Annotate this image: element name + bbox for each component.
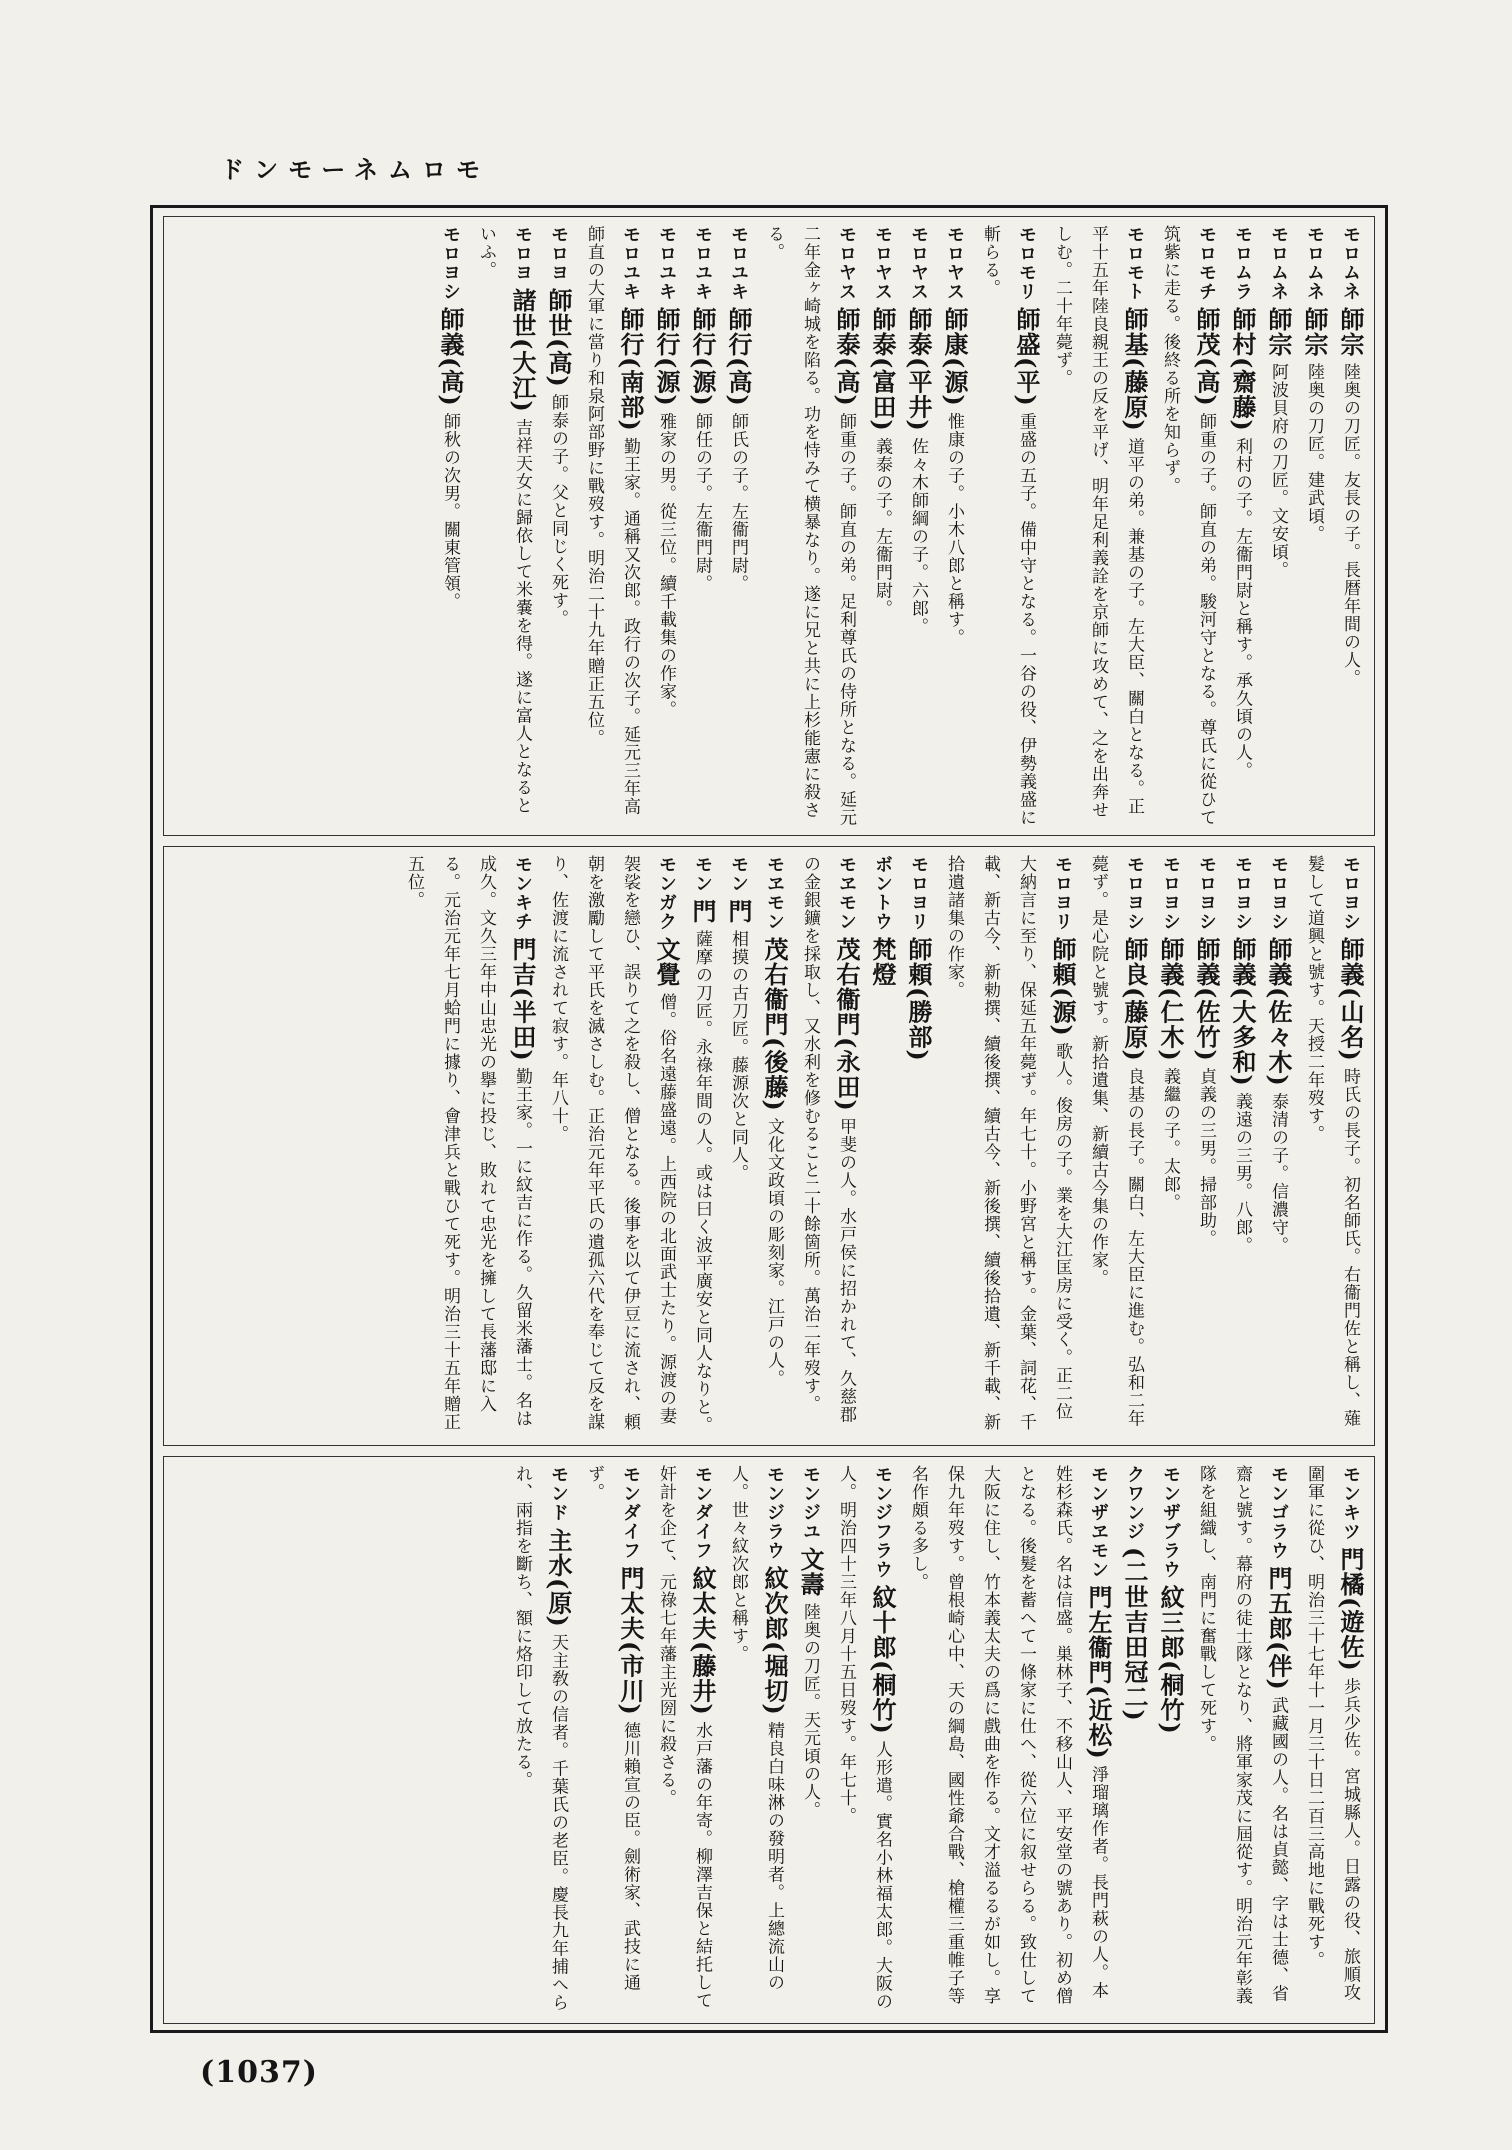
- entry-text: 淨瑠璃作者。長門萩の人。本姓杉森氏。名は信盛。巣林子、不移山人、平安堂の號あり。初め僧となる。後髮を蓄へて一條家に仕へ、從六位に叙せらる。致仕して大阪に住し、竹本義太夫の爲に戲曲を作る。文才溢るるが如し。享保九年歿す。曾根崎心中、天の綱島、國性爺合戰、槍權三重帷子等名作頗る多し。: [908, 1465, 1108, 2005]
- entry-headword: 師泰(平井): [904, 307, 933, 432]
- entry-headword: 梵燈: [868, 937, 897, 987]
- entry-reading: モロヨシ: [440, 225, 461, 301]
- dictionary-entry: [1296, 1465, 1368, 2015]
- band-columns: [170, 855, 1368, 1437]
- entry-reading: モロヨ: [512, 225, 533, 282]
- entry-text: 師重の子。師直の弟。足利尊氏の侍所となる。延元二年金ヶ崎城を陷る。功を恃みて横暴なり。遂に兄と共に上杉能憲に殺さる。: [764, 225, 856, 827]
- entry-headword: 文覺: [652, 937, 681, 987]
- entry-headword: 門五郎(伴): [1264, 1566, 1293, 1691]
- entry-text: 吉祥天女に歸依して米嚢を得。遂に富人となるといふ。: [476, 225, 532, 815]
- entry-headword: 師宗: [1336, 307, 1365, 357]
- dictionary-entry: [1152, 855, 1188, 1437]
- entry-headword: 師宗: [1264, 307, 1293, 357]
- entry-reading: モンジフラウ: [872, 1465, 893, 1579]
- entry-text: 義遠の三男。八郎。: [1232, 1092, 1252, 1255]
- entry-reading: モロユキ: [728, 225, 749, 301]
- entry-headword: 師義(仁木): [1156, 937, 1185, 1062]
- entry-reading: モロヨシ: [1268, 855, 1289, 931]
- entry-headword: 師頼(源): [1048, 937, 1077, 1037]
- entry-text: 僧。俗名遠藤盛遠。上西院の北面武士たり。源渡の妻袈裟を戀ひ、誤りて之を殺し、僧となる。後事を以て伊豆に流され、頼朝を激勵して平氏を滅さしむ。正治元年平氏の遺孤六代を奉じて反を謀り、佐渡に流されて寂す。年八十。: [548, 855, 676, 1431]
- entry-text: 天主敎の信者。千葉氏の老臣。慶長九年捕へられ、兩指を斷ち、額に烙印して放たる。: [512, 1465, 568, 2012]
- dictionary-entry: [648, 1465, 720, 2015]
- entry-headword: 門太夫(市川): [616, 1566, 645, 1716]
- entry-reading: モンザヱモン: [1088, 1465, 1109, 1579]
- dictionary-entry: [792, 855, 864, 1437]
- entry-reading: モロヨリ: [1052, 855, 1073, 931]
- entry-headword: 師盛(平): [1012, 307, 1041, 407]
- dictionary-entry: [900, 225, 936, 827]
- dictionary-entry: [1224, 855, 1260, 1437]
- entry-reading: モロヨ: [548, 225, 569, 282]
- band-middle: [163, 846, 1375, 1446]
- entry-headword: 師基(藤原): [1120, 307, 1149, 432]
- dictionary-entry: [972, 225, 1044, 827]
- dictionary-entry: [1296, 225, 1332, 827]
- band-columns: [170, 1465, 1368, 2015]
- entry-headword: 師頼(勝部): [904, 937, 933, 1062]
- entry-text: 勤王家。通稱又次郎。政行の次子。延元三年高師直の大軍に當り和泉阿部野に戰歿す。明治二十九年贈正五位。: [584, 225, 640, 816]
- entry-headword: 師村(齋藤): [1228, 307, 1257, 432]
- entry-text: 武藏國の人。名は貞懿、字は士德、省齋と號す。幕府の徒士隊となり、將軍家茂に屆從す。明治元年彰義隊を組織し、南門に奮戰して死す。: [1196, 1465, 1288, 2005]
- dictionary-entry: [504, 1465, 576, 2015]
- entry-reading: モンダイフ: [620, 1465, 641, 1560]
- entry-reading: モンジラウ: [764, 1465, 785, 1560]
- page-number: (1037): [200, 2055, 318, 2090]
- entry-reading: モン: [728, 855, 749, 893]
- dictionary-entry: [1188, 855, 1224, 1437]
- entry-text: 師秋の次男。關東管領。: [440, 412, 460, 611]
- entry-headword: 門: [724, 899, 753, 924]
- entry-reading: モロムネ: [1340, 225, 1361, 301]
- entry-reading: モロモリ: [1016, 225, 1037, 301]
- entry-reading: クワンジ: [1124, 1465, 1145, 1541]
- entry-text: 重盛の五子。備中守となる。一谷の役、伊勢義盛に斬らる。: [980, 225, 1036, 827]
- band-columns: [170, 225, 1368, 827]
- dictionary-entry: [540, 855, 684, 1437]
- dictionary-entry: [396, 855, 540, 1437]
- entry-reading: モロモチ: [1196, 225, 1217, 301]
- entry-reading: モロヤス: [872, 225, 893, 301]
- dictionary-entry: [648, 225, 684, 827]
- entry-text: 惟康の子。小木八郎と稱す。: [944, 412, 964, 647]
- dictionary-entry: [468, 225, 540, 827]
- entry-text: 陸奥の刀匠。天元頃の人。: [800, 1603, 820, 1819]
- dictionary-entry: [900, 1465, 1116, 2015]
- dictionary-entry: [900, 855, 936, 1437]
- entry-reading: モンキツ: [1340, 1465, 1361, 1541]
- entry-reading: モンゴラウ: [1268, 1465, 1289, 1560]
- entry-headword: 師康(源): [940, 307, 969, 407]
- dictionary-entry: [864, 225, 900, 827]
- dictionary-entry: [936, 855, 1080, 1437]
- entry-reading: モロムネ: [1268, 225, 1289, 301]
- entry-headword: 師良(藤原): [1120, 937, 1149, 1062]
- entry-headword: 門吉(半田): [508, 937, 537, 1062]
- dictionary-entry: [756, 855, 792, 1437]
- dictionary-entry: [1188, 1465, 1296, 2015]
- entry-headword: 師泰(高): [832, 307, 861, 407]
- entry-text: 陸奥の刀匠。建武頃。: [1304, 363, 1324, 543]
- entry-headword: 茂右衞門(永田): [832, 937, 861, 1112]
- entry-headword: 門橘(遊佐): [1336, 1547, 1365, 1672]
- entry-text: 泰清の子。信濃守。: [1268, 1092, 1288, 1255]
- dictionary-entry: [792, 1465, 828, 2015]
- entry-headword: 師世(高): [544, 288, 573, 388]
- entry-headword: 師行(高): [724, 307, 753, 407]
- dictionary-entry: [1332, 225, 1368, 827]
- entry-reading: モロユキ: [620, 225, 641, 301]
- entry-text: 水戸藩の年寄。柳澤吉保と結托して奸計を企て、元祿七年藩主光圀に殺さる。: [656, 1465, 712, 2010]
- entry-text: 佐々木師綱の子。六郎。: [908, 437, 928, 636]
- dictionary-entry: [1080, 855, 1152, 1437]
- dictionary-entry: [684, 225, 720, 827]
- entry-headword: 諸世(大江): [508, 288, 537, 413]
- entry-reading: モロムネ: [1304, 225, 1325, 301]
- entry-headword: 文壽: [796, 1547, 825, 1597]
- entry-text: 相摸の古刀匠。藤源次と同人。: [728, 930, 748, 1182]
- entry-reading: モロヤス: [944, 225, 965, 301]
- entry-text: 阿波貝府の刀匠。文安頃。: [1268, 363, 1288, 579]
- dictionary-entry: [936, 225, 972, 827]
- dictionary-entry: [720, 855, 756, 1437]
- entry-text: 師任の子。左衞門尉。: [692, 412, 712, 593]
- entry-text: 雅家の男。從三位。續千載集の作家。: [656, 412, 676, 719]
- dictionary-entry: [684, 855, 720, 1437]
- entry-headword: 師義(佐々木): [1264, 937, 1293, 1087]
- band-bottom: [163, 1456, 1375, 2024]
- entry-headword: 紋太夫(藤井): [688, 1566, 717, 1716]
- dictionary-frame: [150, 205, 1388, 2033]
- entry-text: 歌人。俊房の子。業を大江匡房に受く。正二位大納言に至り、保延五年薨ず。年七十。小野宮と稱す。金葉、詞花、千載、新古今、新勅撰、續後撰、續古今、新後撰、續後拾遺、新千載、新拾遺諸集の作家。: [944, 855, 1072, 1431]
- entry-headword: 師義(佐竹): [1192, 937, 1221, 1062]
- dictionary-entry: [1152, 225, 1224, 827]
- entry-text: 文化文政頃の彫刻家。江戸の人。: [764, 1117, 784, 1388]
- dictionary-entry: [1116, 1465, 1152, 2015]
- entry-reading: モロヨシ: [1196, 855, 1217, 931]
- dictionary-entry: [1044, 225, 1152, 827]
- entry-headword: (二世吉田冠二): [1120, 1547, 1149, 1722]
- entry-headword: 紋三郎(桐竹): [1156, 1585, 1185, 1735]
- entry-reading: モロモト: [1124, 225, 1145, 301]
- entry-text: 人形遣。實名小林福太郎。大阪の人。明治四十三年八月十五日歿す。年七十。: [836, 1465, 892, 2011]
- entry-reading: モンダイフ: [692, 1465, 713, 1560]
- entry-headword: 紋次郎(堀切): [760, 1566, 789, 1716]
- entry-headword: 師行(源): [652, 307, 681, 407]
- entry-text: 甲斐の人。水戸侯に招かれて、久慈郡の金銀鑛を採取し、又水利を修むること二十餘箇所。萬治二年歿す。: [800, 855, 856, 1424]
- dictionary-entry: [576, 225, 648, 827]
- dictionary-entry: [864, 855, 900, 1437]
- entry-headword: 師宗: [1300, 307, 1329, 357]
- entry-reading: モンガク: [656, 855, 677, 931]
- entry-text: 德川賴宣の臣。劍術家、武技に通ず。: [584, 1465, 640, 1992]
- dictionary-entry: [828, 1465, 900, 2015]
- dictionary-entry: [1152, 1465, 1188, 2015]
- entry-headword: 師行(源): [688, 307, 717, 407]
- entry-text: 師重の子。師直の弟。駿河守となる。尊氏に從ひて筑紫に走る。後終る所を知らず。: [1160, 225, 1216, 827]
- dictionary-entry: [720, 225, 756, 827]
- entry-reading: モロユキ: [692, 225, 713, 301]
- entry-text: 貞義の三男。掃部助。: [1196, 1067, 1216, 1248]
- entry-text: 道平の弟。兼基の子。左大臣、關白となる。正平十五年陸良親王の反を平げ、明年足利義詮を京師に攻めて、之を出奔せしむ。二十年薨ず。: [1052, 225, 1144, 819]
- entry-text: 良基の長子。關白、左大臣に進む。弘和二年薨ず。是心院と號す。新拾遺集、新續古今集の作家。: [1088, 855, 1144, 1428]
- entry-headword: 師義(山名): [1336, 937, 1365, 1062]
- entry-text: 師泰の子。父と同じく死す。: [548, 393, 568, 628]
- entry-headword: 門左衞門(近松): [1084, 1585, 1113, 1760]
- entry-reading: モンザブラウ: [1160, 1465, 1181, 1579]
- entry-text: 精良白味淋の發明者。上總流山の人。世々紋次郎と稱す。: [728, 1465, 784, 1992]
- entry-text: 師氏の子。左衞門尉。: [728, 412, 748, 593]
- entry-headword: 師義(高): [436, 307, 465, 407]
- entry-reading: モロヨリ: [908, 855, 929, 931]
- dictionary-entry: [576, 1465, 648, 2015]
- entry-reading: モロヤス: [836, 225, 857, 301]
- entry-reading: ボントウ: [872, 855, 893, 931]
- entry-text: 歩兵少佐。宮城縣人。日露の役、旅順攻圍軍に從ひ、明治三十七年十一月三十日二百三高地に戰死す。: [1304, 1465, 1360, 2002]
- entry-headword: 師行(南部): [616, 307, 645, 432]
- entry-text: 時氏の長子。初名師氏。右衞門佐と稱し、薙髮して道興と號す。天授二年歿す。: [1304, 855, 1360, 1428]
- entry-headword: 師茂(高): [1192, 307, 1221, 407]
- entry-reading: モンジユ: [800, 1465, 821, 1541]
- dictionary-entry: [720, 1465, 792, 2015]
- entry-text: 陸奥の刀匠。友長の子。長暦年間の人。: [1340, 363, 1360, 687]
- dictionary-entry: [1296, 855, 1368, 1437]
- dictionary-entry: [1224, 225, 1260, 827]
- entry-reading: モンキチ: [512, 855, 533, 931]
- entry-text: 利村の子。左衞門尉と稱す。承久頃の人。: [1232, 437, 1252, 780]
- entry-text: 義泰の子。左衞門尉。: [872, 437, 892, 618]
- entry-reading: モン: [692, 855, 713, 893]
- entry-reading: モロヨシ: [1232, 855, 1253, 931]
- entry-text: 義繼の子。太郎。: [1160, 1067, 1180, 1212]
- dictionary-entry: [1260, 855, 1296, 1437]
- band-top: [163, 216, 1375, 836]
- entry-reading: モロヤス: [908, 225, 929, 301]
- entry-reading: モロヨシ: [1340, 855, 1361, 931]
- entry-reading: モロヨシ: [1124, 855, 1145, 931]
- dictionary-entry: [756, 225, 864, 827]
- entry-text: 勤王家。一に紋吉に作る。久留米藩士。名は成久。文久三年中山忠光の擧に投じ、敗れて忠光を擁して長藩邸に入る。元治元年七月蛤門に據り、會津兵と戰ひて死す。明治三十五年贈正五位。: [404, 855, 532, 1431]
- entry-headword: 茂右衞門(後藤): [760, 937, 789, 1112]
- entry-reading: モロユキ: [656, 225, 677, 301]
- entry-reading: モロヨシ: [1160, 855, 1181, 931]
- entry-headword: 師義(大多和): [1228, 937, 1257, 1087]
- dictionary-entry: [540, 225, 576, 827]
- entry-headword: 門: [688, 899, 717, 924]
- entry-text: 薩摩の刀匠。永祿年間の人。或は曰く波平廣安と同人なりと。: [692, 930, 712, 1434]
- entry-headword: 主水(原): [544, 1528, 573, 1628]
- entry-headword: 師泰(富田): [868, 307, 897, 432]
- entry-reading: モヱモン: [836, 855, 857, 931]
- entry-headword: 紋十郎(桐竹): [868, 1585, 897, 1735]
- dictionary-entry: [1260, 225, 1296, 827]
- entry-reading: モンド: [548, 1465, 569, 1522]
- entry-reading: モヱモン: [764, 855, 785, 931]
- entry-reading: モロムラ: [1232, 225, 1253, 301]
- running-header: モロムネーモンド: [220, 156, 490, 184]
- dictionary-entry: [432, 225, 468, 827]
